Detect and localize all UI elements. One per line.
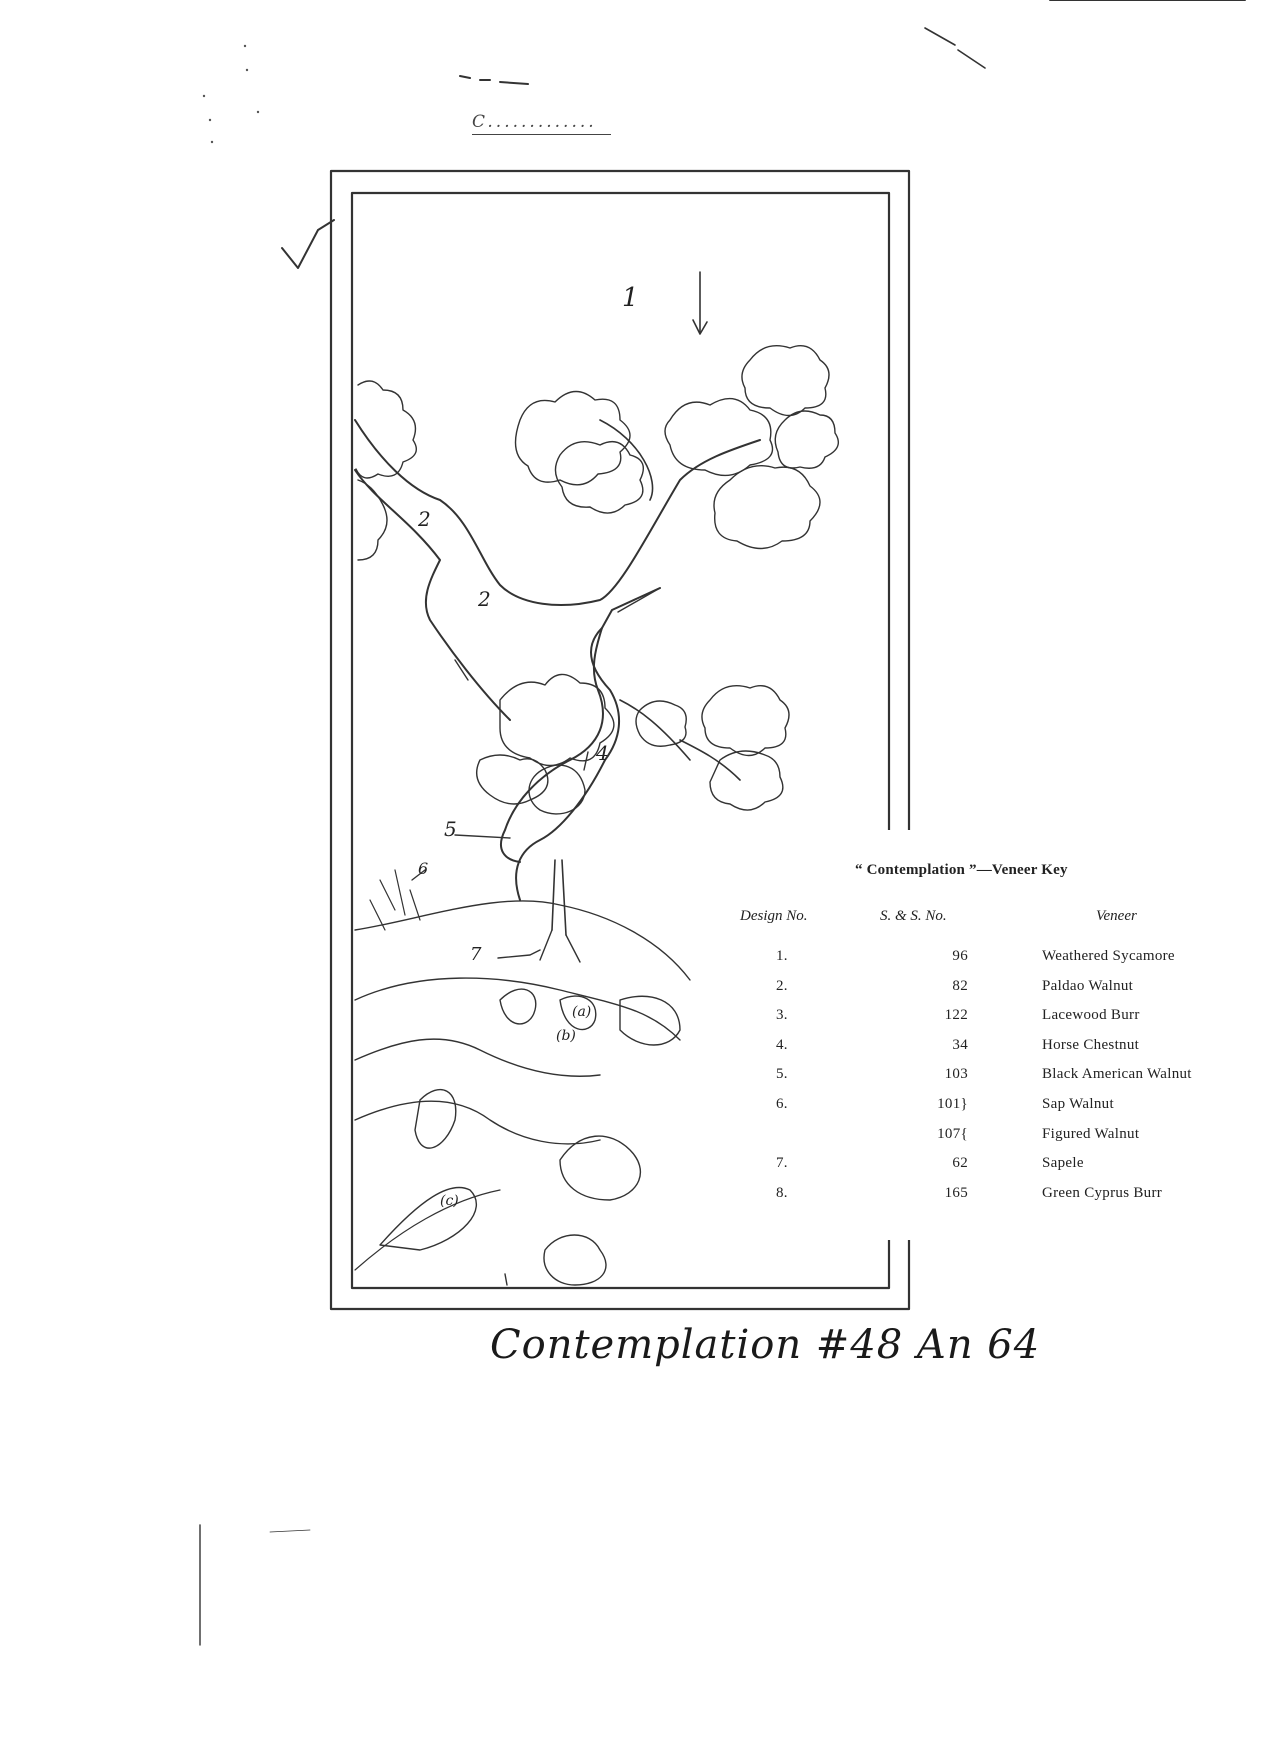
handwritten-header: C............. [472, 112, 611, 135]
table-row [720, 1155, 1260, 1185]
design-number: 4. [776, 1036, 788, 1053]
callout-label-6: 6 [418, 859, 429, 878]
veneer-key-rows [720, 948, 1260, 1214]
tree-branch [355, 420, 760, 780]
design-number: 7. [776, 1155, 788, 1172]
callout-label-4: 4 [596, 741, 609, 765]
handwritten-check-mark [282, 220, 334, 268]
callout-label-5: 5 [444, 817, 457, 841]
design-number: 8. [776, 1184, 788, 1201]
design-number: 6. [776, 1095, 788, 1112]
ss-number: 107{ [937, 1125, 968, 1142]
crane-bird [501, 588, 660, 962]
table-row [720, 1096, 1260, 1126]
callout-label-c: (c) [440, 1193, 459, 1209]
callout-label-b: (b) [556, 1028, 576, 1044]
table-row [720, 1126, 1260, 1156]
callout-label-1: 1 [622, 283, 639, 313]
grain-arrow [693, 272, 707, 334]
veneer-name: Horse Chestnut [1042, 1036, 1140, 1053]
veneer-name: Green Cyprus Burr [1042, 1184, 1163, 1201]
ss-number: 122 [944, 1007, 968, 1024]
ss-number: 82 [952, 977, 968, 994]
design-number: 2. [776, 977, 788, 994]
table-row [720, 978, 1260, 1008]
table-row [720, 1037, 1260, 1067]
ss-number: 103 [944, 1066, 968, 1083]
veneer-name: Weathered Sycamore [1042, 948, 1175, 964]
veneer-name: Sapele [1042, 1155, 1084, 1172]
ss-number: 101} [937, 1095, 968, 1112]
ss-number: 165 [944, 1184, 968, 1201]
table-row [720, 1066, 1260, 1096]
callout-label-7: 7 [470, 944, 482, 965]
design-number: 5. [776, 1066, 788, 1083]
scan-specks [200, 0, 1245, 1645]
design-number: 3. [776, 1007, 788, 1024]
ss-number: 34 [952, 1036, 968, 1053]
handwritten-caption: Contemplation #48 An 64 [490, 1322, 1041, 1368]
table-row [720, 948, 1260, 978]
veneer-key-headers [720, 908, 1260, 928]
veneer-name: Lacewood Burr [1042, 1007, 1140, 1024]
callout-label-a: (a) [572, 1004, 592, 1020]
header-ss-no: S. & S. No. [880, 908, 947, 924]
header-veneer: Veneer [1096, 908, 1137, 924]
veneer-key-title: “ Contemplation ”—Veneer Key [855, 862, 1068, 878]
header-design-no: Design No. [740, 908, 808, 924]
ss-number: 62 [952, 1155, 968, 1172]
veneer-name: Black American Walnut [1042, 1066, 1192, 1083]
veneer-name: Figured Walnut [1042, 1125, 1140, 1142]
veneer-name: Sap Walnut [1042, 1095, 1114, 1112]
veneer-name: Paldao Walnut [1042, 977, 1134, 994]
rocky-ground [355, 870, 690, 1285]
callout-label-2a: 2 [418, 507, 431, 531]
table-row [720, 1185, 1260, 1215]
callouts [412, 283, 639, 1285]
ss-number: 96 [952, 948, 968, 964]
design-number: 1. [776, 948, 788, 964]
callout-label-2b: 2 [478, 587, 491, 611]
table-row [720, 1007, 1260, 1037]
